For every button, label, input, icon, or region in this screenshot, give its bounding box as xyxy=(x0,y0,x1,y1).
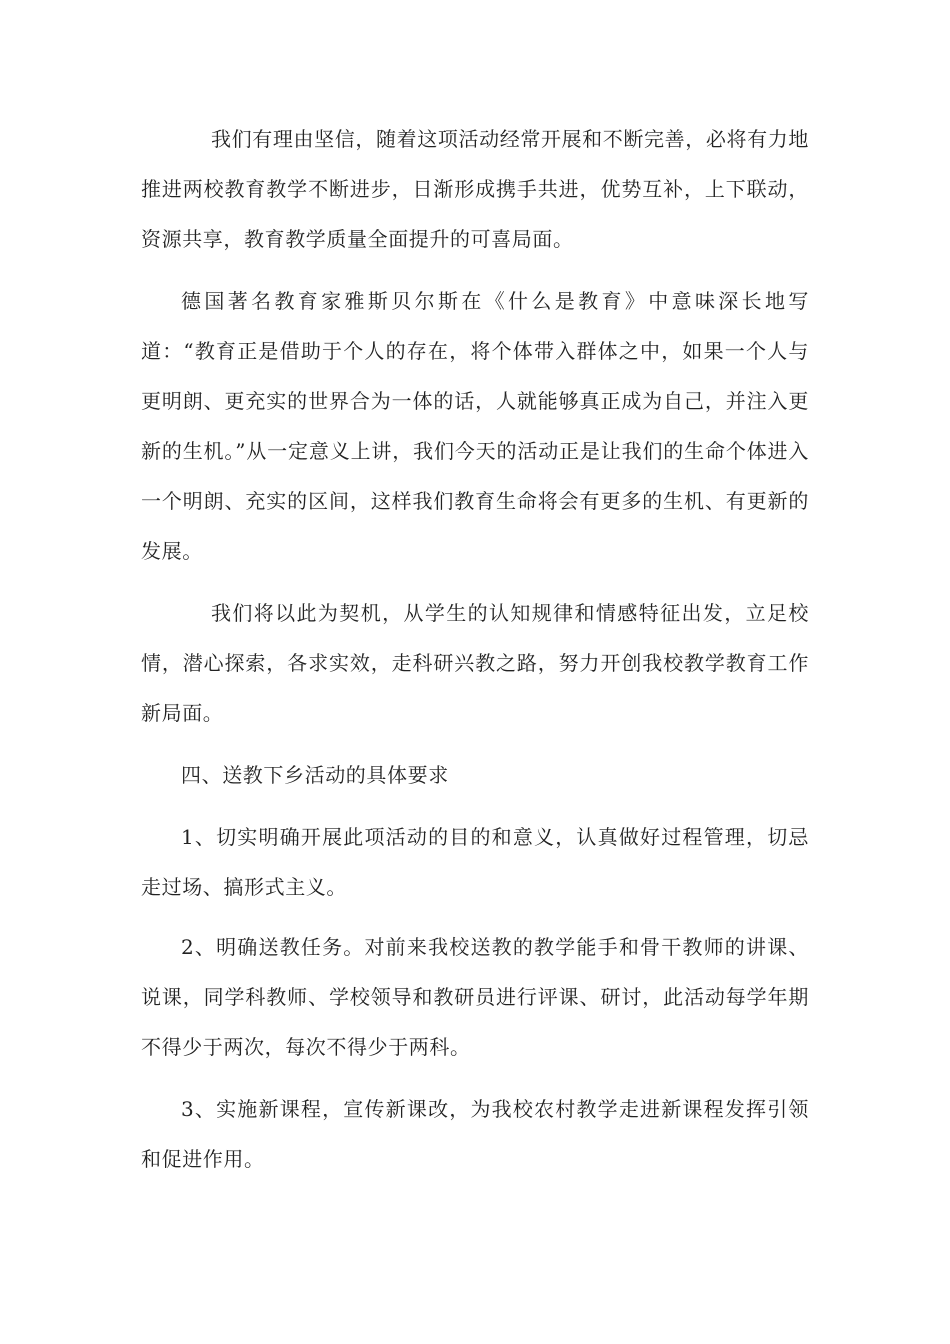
paragraph-jaspers-quote: 德国著名教育家雅斯贝尔斯在《什么是教育》中意味深长地写道：“教育正是借助于个人的存在，将个体带入群体之中，如果一个人与更明朗、更充实的世界合为一体的话，人就能够真正成为自己，并注入更新的生机。”从一定意义上讲，我们今天的活动正是让我们的生命个体进入一个明朗、充实的区间，这样我们教育生命将会有更多的生机、有更新的发展。 xyxy=(141,289,809,563)
paragraph-confidence: 我们有理由坚信，随着这项活动经常开展和不断完善，必将有力地推进两校教育教学不断进步，日渐形成携手共进，优势互补，上下联动，资源共享，教育教学质量全面提升的可喜局面。 xyxy=(141,127,809,251)
requirement-item-3: 3、实施新课程，宣传新课改，为我校农村教学走进新课程发挥引领和促进作用。 xyxy=(141,1097,809,1171)
document-body xyxy=(141,114,809,1184)
paragraph-opportunity: 我们将以此为契机，从学生的认知规律和情感特征出发，立足校情，潜心探索，各求实效，走科研兴教之路，努力开创我校教学教育工作新局面。 xyxy=(141,601,809,725)
requirement-item-2: 2、明确送教任务。对前来我校送教的教学能手和骨干教师的讲课、说课，同学科教师、学校领导和教研员进行评课、研讨，此活动每学年期不得少于两次，每次不得少于两科。 xyxy=(141,935,809,1059)
section-heading-requirements: 四、送教下乡活动的具体要求 xyxy=(181,763,449,787)
requirement-item-1: 1、切实明确开展此项活动的目的和意义，认真做好过程管理，切忌走过场、搞形式主义。 xyxy=(141,825,809,899)
